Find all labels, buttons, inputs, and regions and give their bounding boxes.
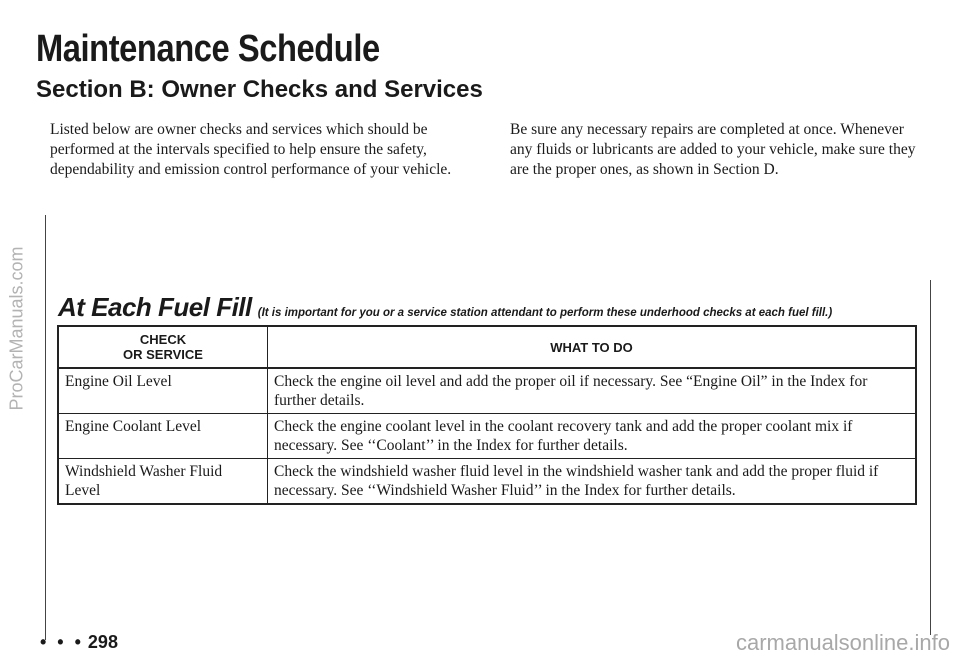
table-header-row (58, 326, 916, 368)
intro-paragraph-right: Be sure any necessary repairs are completed at once. Whenever any fluids or lubricants are added to your vehicle, make sure they are the proper ones, as shown in Section D. (510, 121, 916, 178)
side-watermark (2, 0, 32, 657)
left-margin-rule (45, 215, 46, 640)
check-cell: Windshield Washer Fluid Level (58, 459, 268, 505)
page-number-footer (40, 632, 118, 653)
footer-watermark: carmanualsonline.info (735, 630, 950, 655)
intro-paragraph-left: Listed below are owner checks and services which should be performed at the intervals specified to help ensure the safety, dependability and emission control performance of your vehicle. (50, 121, 452, 178)
page-title: Maintenance Schedule (36, 28, 380, 70)
table-row (58, 459, 916, 505)
header-what-to-do: WHAT TO DO (268, 326, 917, 368)
fuel-fill-heading-text: At Each Fuel Fill (58, 292, 252, 322)
page-dots: • • • (40, 632, 84, 652)
what-to-do-cell: Check the engine coolant level in the coolant recovery tank and add the proper coolant mix if necessary. See ‘‘Coolant’’ in the Index for further details. (268, 414, 917, 459)
right-margin-rule (930, 280, 931, 635)
table-row (58, 368, 916, 414)
owner-checks-table (57, 325, 917, 505)
table-row (58, 414, 916, 459)
fuel-fill-heading (58, 292, 832, 323)
check-cell: Engine Coolant Level (58, 414, 268, 459)
page-number: 298 (87, 632, 118, 652)
header-check-or-service: CHECK OR SERVICE (58, 326, 268, 368)
what-to-do-cell: Check the windshield washer fluid level in the windshield washer tank and add the proper fluid if necessary. See ‘‘Windshield Washer Fluid’’ in the Index for further details. (268, 459, 917, 505)
fuel-fill-note: (It is important for you or a service station attendant to perform these underhood checks at each fuel fill.) (257, 307, 833, 319)
what-to-do-cell: Check the engine oil level and add the proper oil if necessary. See “Engine Oil” in the Index for further details. (268, 368, 917, 414)
section-subtitle: Section B: Owner Checks and Services (36, 76, 483, 103)
side-watermark-text: ProCarManuals.com (6, 246, 27, 411)
check-cell: Engine Oil Level (58, 368, 268, 414)
